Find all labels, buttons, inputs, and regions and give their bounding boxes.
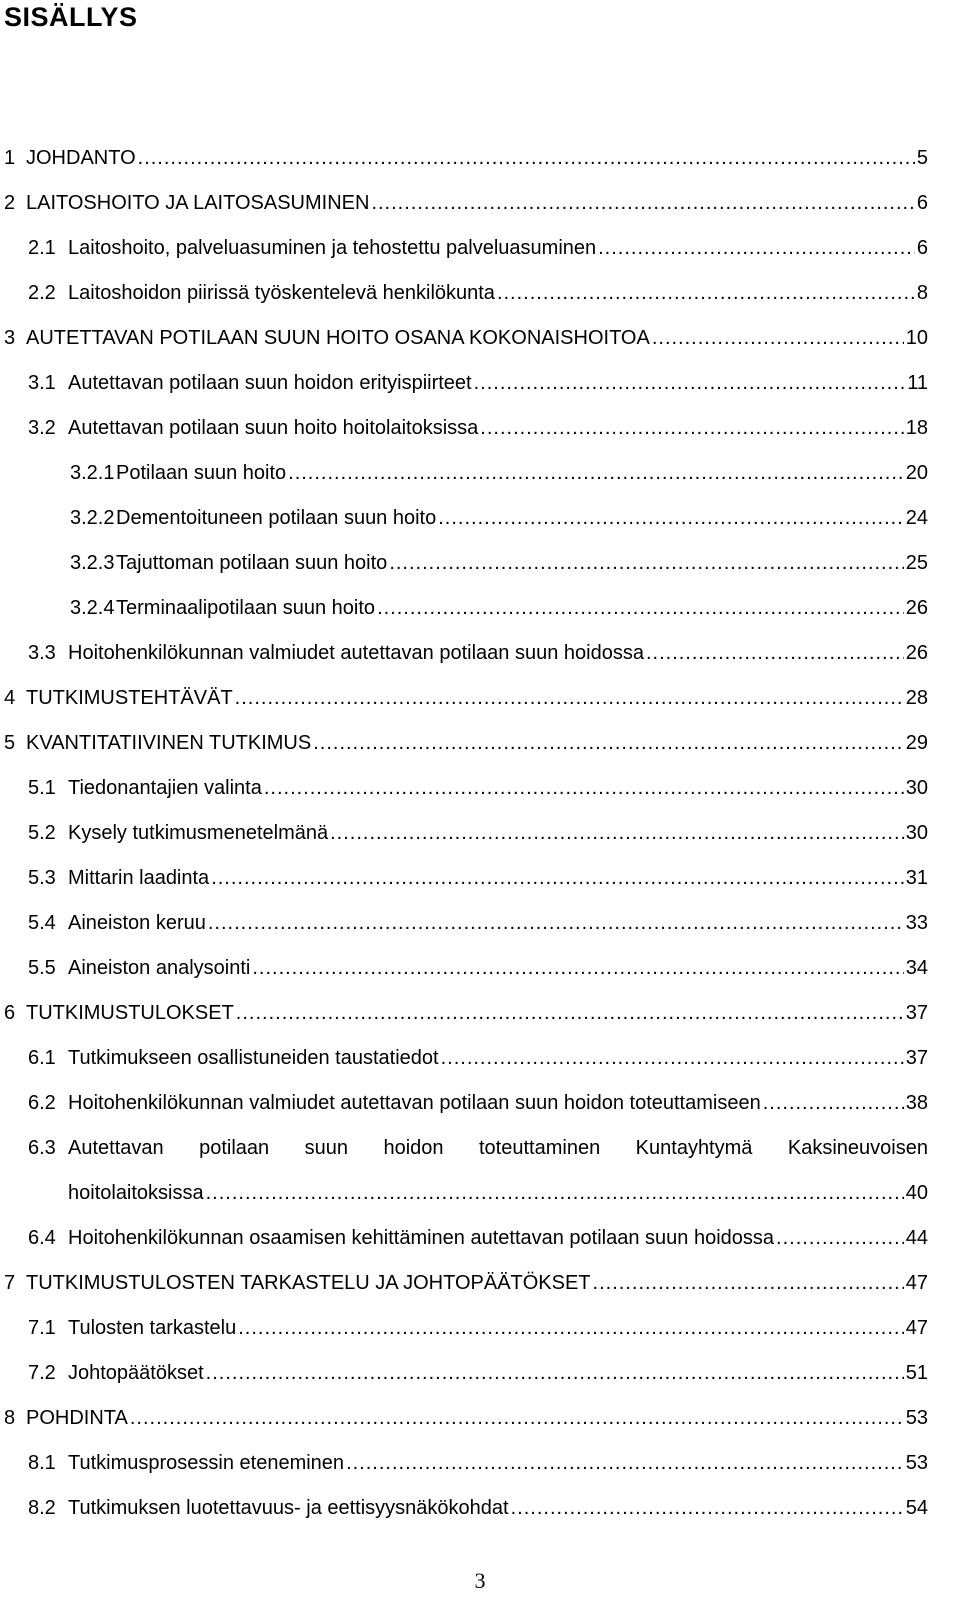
- toc-entry-title: hoitolaitoksissa: [68, 1182, 204, 1204]
- toc-entry-number: 3.2.2: [70, 507, 115, 529]
- toc-entry-number: 3.2: [28, 417, 56, 439]
- toc-entry-title: Aineiston analysointi: [68, 957, 251, 979]
- toc-entry[interactable]: [0, 1088, 960, 1118]
- toc-entry-number: 7.2: [28, 1362, 56, 1384]
- toc-entry[interactable]: [0, 1268, 960, 1298]
- toc-entry-leader: [763, 1088, 904, 1118]
- toc-entry-leader: [330, 818, 904, 848]
- toc-entry-page: 18: [905, 417, 928, 439]
- toc-entry-title: Autettavan potilaan suun hoito hoitolaitoksissa: [68, 417, 479, 439]
- toc-entry-page: 8: [916, 282, 928, 304]
- toc-entry-page: 34: [905, 957, 928, 979]
- toc-entry-number: 6.1: [28, 1047, 56, 1069]
- toc-entry-number: 6.3: [28, 1137, 56, 1159]
- toc-entry-title: Laitoshoidon piirissä työskentelevä henkilökunta: [68, 282, 495, 304]
- toc-entry-number: 5.5: [28, 957, 56, 979]
- toc-entry-page: 26: [905, 642, 928, 664]
- toc-entry-page: 29: [905, 732, 928, 754]
- toc-entry-leader: [138, 143, 915, 173]
- toc-entry-leader: [208, 908, 904, 938]
- toc-entry-title-word: potilaan: [199, 1137, 270, 1159]
- toc-entry-number: 3.3: [28, 642, 56, 664]
- toc-entry-title-word: hoidon: [383, 1137, 444, 1159]
- toc-entry-leader: [480, 413, 903, 443]
- toc-entry[interactable]: [0, 1223, 960, 1253]
- toc-entry-page: 31: [905, 867, 928, 889]
- toc-entry-leader: [511, 1493, 904, 1523]
- toc-entry-number: 5.1: [28, 777, 56, 799]
- toc-entry-leader: [130, 1403, 904, 1433]
- toc-entry-number: 7: [4, 1272, 16, 1294]
- toc-entry-title: POHDINTA: [26, 1407, 128, 1429]
- toc-entry[interactable]: [0, 368, 960, 398]
- toc-entry-title: Laitoshoito, palveluasuminen ja tehostettu palveluasuminen: [68, 237, 597, 259]
- toc-entry-page: 28: [905, 687, 928, 709]
- toc-entry-page: 51: [905, 1362, 928, 1384]
- toc-entry-leader: [389, 548, 903, 578]
- toc-entry[interactable]: [0, 548, 960, 578]
- toc-entry-title: Tajuttoman potilaan suun hoito: [116, 552, 388, 574]
- toc-entry-title: Dementoituneen potilaan suun hoito: [116, 507, 437, 529]
- toc-entry-leader: [346, 1448, 904, 1478]
- toc-entry-page: 11: [907, 372, 928, 394]
- toc-entry[interactable]: [0, 1493, 960, 1523]
- toc-entry[interactable]: [0, 413, 960, 443]
- toc-entry-number: 5: [4, 732, 16, 754]
- toc-entry-number: 1: [4, 147, 16, 169]
- toc-entry[interactable]: [0, 1313, 960, 1343]
- toc-entry-number: 6.2: [28, 1092, 56, 1114]
- toc-entry[interactable]: [0, 1448, 960, 1478]
- toc-entry[interactable]: [0, 683, 960, 713]
- toc-entry-title: JOHDANTO: [26, 147, 136, 169]
- toc-entry-title: Johtopäätökset: [68, 1362, 204, 1384]
- toc-entry-title: Hoitohenkilökunnan osaamisen kehittäminen autettavan potilaan suun hoidossa: [68, 1227, 775, 1249]
- toc-entry[interactable]: [0, 1043, 960, 1073]
- page-number: 3: [474, 1568, 486, 1593]
- toc-entry-title: TUTKIMUSTULOKSET: [26, 1002, 234, 1024]
- toc-entry-title: Potilaan suun hoito: [116, 462, 287, 484]
- toc-entry-number: 3.2.1: [70, 462, 115, 484]
- toc-entry-page: 37: [905, 1002, 928, 1024]
- toc-entry-title-word: toteuttaminen: [479, 1137, 601, 1159]
- toc-entry-number: 3.1: [28, 372, 56, 394]
- toc-entry-number: 5.3: [28, 867, 56, 889]
- toc-entry-title: AUTETTAVAN POTILAAN SUUN HOITO OSANA KOKONAISHOITOA: [26, 327, 650, 349]
- toc-entry[interactable]: [0, 908, 960, 938]
- toc-entry-number: 8: [4, 1407, 16, 1429]
- toc-entry-title: Autettavan potilaan suun hoidon erityispiirteet: [68, 372, 472, 394]
- toc-entry[interactable]: [0, 143, 960, 173]
- toc-entry-title: Tutkimukseen osallistuneiden taustatiedot: [68, 1047, 439, 1069]
- toc-entry-leader: [474, 368, 906, 398]
- toc-entry-leader: [593, 1268, 904, 1298]
- toc-entry-title-word: suun: [304, 1137, 348, 1159]
- toc-entry-number: 5.4: [28, 912, 56, 934]
- toc-entry-page: 33: [905, 912, 928, 934]
- toc-entry[interactable]: [0, 1178, 960, 1208]
- toc-entry-page: 54: [905, 1497, 928, 1519]
- toc-entry-leader: [313, 728, 904, 758]
- toc-entry-number: 4: [4, 687, 16, 709]
- toc-entry[interactable]: [0, 953, 960, 983]
- toc-entry-number: 3: [4, 327, 16, 349]
- toc-entry-page: 53: [905, 1452, 928, 1474]
- toc-heading: SISÄLLYS: [4, 2, 138, 32]
- toc-entry-page: 10: [905, 327, 928, 349]
- toc-entry[interactable]: [0, 818, 960, 848]
- toc-entry-title: LAITOSHOITO JA LAITOSASUMINEN: [26, 192, 370, 214]
- toc-entry-leader: [652, 323, 904, 353]
- toc-entry[interactable]: [0, 458, 960, 488]
- toc-entry-title: Tutkimusprosessin eteneminen: [68, 1452, 345, 1474]
- toc-entry-page: 38: [905, 1092, 928, 1114]
- toc-entry[interactable]: [0, 323, 960, 353]
- toc-entry-title: Kysely tutkimusmenetelmänä: [68, 822, 329, 844]
- toc-entry[interactable]: [0, 503, 960, 533]
- toc-entry-leader: [288, 458, 904, 488]
- toc-entry-leader: [371, 188, 914, 218]
- toc-entry-number: 3.2.4: [70, 597, 115, 619]
- toc-entry-title: Hoitohenkilökunnan valmiudet autettavan potilaan suun hoidossa: [68, 642, 644, 664]
- toc-entry-leader: [211, 863, 904, 893]
- toc-entry-page: 24: [905, 507, 928, 529]
- toc-entry-leader: [206, 1358, 904, 1388]
- toc-entry-leader: [206, 1178, 904, 1208]
- toc-entry[interactable]: [0, 188, 960, 218]
- toc-entry-leader: [236, 998, 904, 1028]
- toc-entry-page: 53: [905, 1407, 928, 1429]
- toc-entry-leader: [441, 1043, 904, 1073]
- toc-entry-page: 44: [905, 1227, 928, 1249]
- toc-entry-page: 20: [905, 462, 928, 484]
- toc-entry-number: 6: [4, 1002, 16, 1024]
- toc-entry[interactable]: [0, 1133, 960, 1163]
- toc-entry-leader: [598, 233, 915, 263]
- toc-entry-title-word: Kaksineuvoisen: [787, 1137, 928, 1159]
- toc-entry-title-word: Kuntayhtymä: [635, 1137, 753, 1159]
- toc-entry-page: 30: [905, 777, 928, 799]
- toc-entry-title: TUTKIMUSTEHTÄVÄT: [26, 687, 233, 709]
- toc-entry-title: Tulosten tarkastelu: [68, 1317, 237, 1339]
- toc-entry-number: 3.2.3: [70, 552, 115, 574]
- toc-entry-number: 2.1: [28, 237, 56, 259]
- toc-entry-page: 40: [905, 1182, 928, 1204]
- toc-entry-title: Hoitohenkilökunnan valmiudet autettavan potilaan suun hoidon toteuttamiseen: [68, 1092, 761, 1114]
- toc-entry-number: 7.1: [28, 1317, 56, 1339]
- toc-entry-leader: [238, 1313, 904, 1343]
- toc-entry-number: 5.2: [28, 822, 56, 844]
- toc-entry[interactable]: [0, 728, 960, 758]
- toc-entry-page: 6: [916, 192, 928, 214]
- toc-entry-title: Mittarin laadinta: [68, 867, 210, 889]
- toc-entry-number: 2.2: [28, 282, 56, 304]
- toc-entry[interactable]: [0, 233, 960, 263]
- toc-entry[interactable]: [0, 863, 960, 893]
- toc-entry[interactable]: [0, 278, 960, 308]
- toc-entry-title: Aineiston keruu: [68, 912, 206, 934]
- toc-entry-title: Terminaalipotilaan suun hoito: [116, 597, 376, 619]
- toc-entry-page: 37: [905, 1047, 928, 1069]
- toc-entry-title-word: Autettavan: [68, 1137, 164, 1159]
- toc-entry-title: Tiedonantajien valinta: [68, 777, 262, 799]
- toc-entry-page: 26: [905, 597, 928, 619]
- toc-entry-leader: [252, 953, 903, 983]
- toc-entry[interactable]: [0, 638, 960, 668]
- toc-entry-leader: [776, 1223, 904, 1253]
- toc-entry-page: 47: [905, 1317, 928, 1339]
- toc-entry-leader: [497, 278, 915, 308]
- toc-entry-leader: [377, 593, 904, 623]
- toc-entry-title: [68, 1133, 928, 1163]
- toc-entry-number: 8.1: [28, 1452, 56, 1474]
- toc-entry-leader: [438, 503, 904, 533]
- toc-entry[interactable]: [0, 1358, 960, 1388]
- toc-entry-page: 25: [905, 552, 928, 574]
- toc-entry-leader: [235, 683, 904, 713]
- toc-entry-number: 6.4: [28, 1227, 56, 1249]
- toc-entry[interactable]: [0, 1403, 960, 1433]
- toc-entry-number: 8.2: [28, 1497, 56, 1519]
- toc-entry[interactable]: [0, 998, 960, 1028]
- toc-entry[interactable]: [0, 773, 960, 803]
- toc-entry-page: 30: [905, 822, 928, 844]
- toc-entry-leader: [646, 638, 904, 668]
- toc-entry-title: TUTKIMUSTULOSTEN TARKASTELU JA JOHTOPÄÄTÖKSET: [26, 1272, 591, 1294]
- toc-entry-page: 5: [916, 147, 928, 169]
- toc-entry-page: 6: [916, 237, 928, 259]
- toc-entry-number: 2: [4, 192, 16, 214]
- toc-entry-leader: [264, 773, 904, 803]
- toc-entry[interactable]: [0, 593, 960, 623]
- toc-entry-page: 47: [905, 1272, 928, 1294]
- toc-entry-title: KVANTITATIIVINEN TUTKIMUS: [26, 732, 312, 754]
- toc-entry-title: Tutkimuksen luotettavuus- ja eettisyysnäkökohdat: [68, 1497, 509, 1519]
